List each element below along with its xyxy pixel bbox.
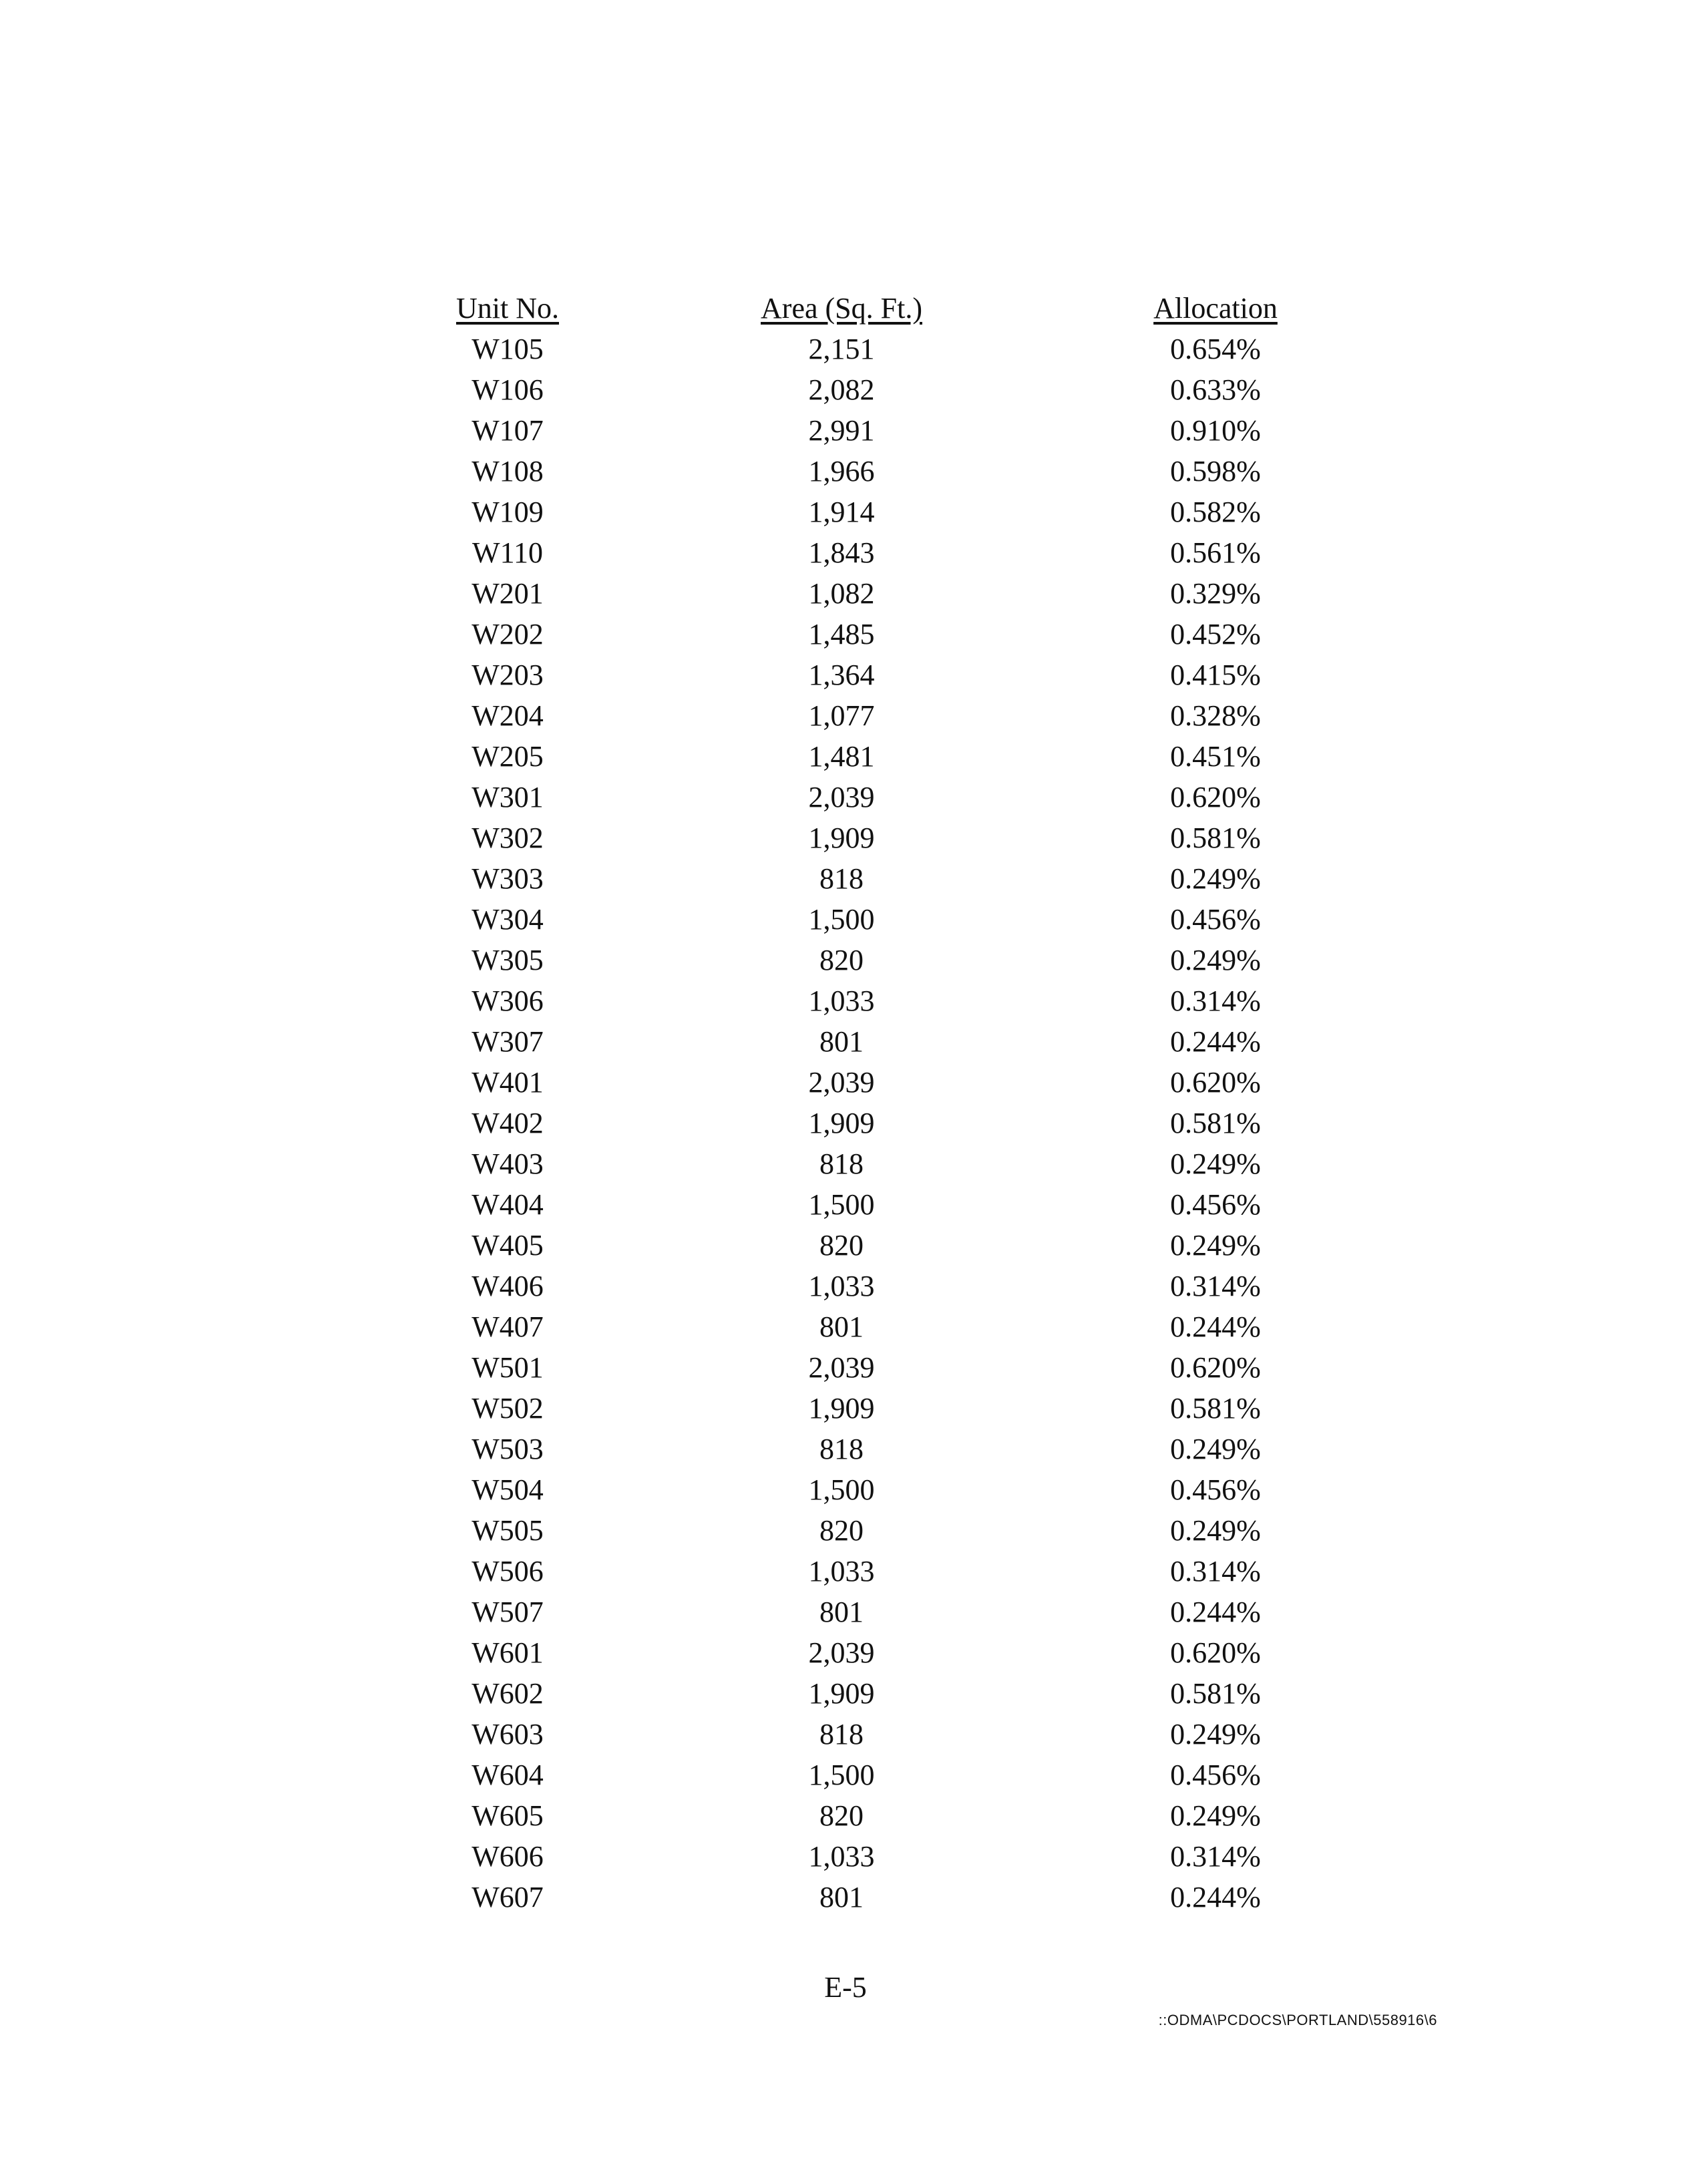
unit-no-cell: W406: [472, 1270, 544, 1302]
allocation-cell: 0.249%: [1170, 1147, 1261, 1180]
unit-no-cell: W203: [472, 659, 544, 691]
allocation-cell: 0.244%: [1170, 1596, 1261, 1628]
allocation-cell: 0.620%: [1170, 781, 1261, 813]
unit-no-cell: W110: [472, 536, 543, 569]
allocation-cell: 0.452%: [1170, 618, 1261, 651]
table-row: [374, 777, 1389, 817]
unit-no-cell: W403: [472, 1147, 544, 1180]
unit-no-cell: W109: [472, 496, 544, 528]
table-row: [374, 573, 1389, 614]
area-cell: 1,909: [808, 822, 875, 854]
table-row: [374, 1388, 1389, 1429]
unit-no-cell: W407: [472, 1310, 544, 1343]
area-cell: 1,843: [808, 536, 875, 569]
table-row: [374, 1673, 1389, 1714]
unit-no-cell: W405: [472, 1229, 544, 1262]
table-row: [374, 532, 1389, 573]
unit-no-cell: W105: [472, 333, 544, 365]
area-cell: 2,991: [808, 414, 875, 447]
area-cell: 1,914: [808, 496, 875, 528]
area-cell: 818: [819, 1718, 864, 1751]
allocation-cell: 0.456%: [1170, 1759, 1261, 1791]
unit-no-cell: W307: [472, 1025, 544, 1058]
area-cell: 1,909: [808, 1677, 875, 1710]
unit-no-cell: W402: [472, 1107, 544, 1139]
area-cell: 801: [819, 1025, 864, 1058]
table-row: [374, 1469, 1389, 1510]
table-row: [374, 1225, 1389, 1266]
table-row: [374, 817, 1389, 858]
table-row: [374, 1755, 1389, 1795]
area-cell: 1,481: [808, 740, 875, 773]
allocation-cell: 0.561%: [1170, 536, 1261, 569]
document-reference: ::ODMA\PCDOCS\PORTLAND\558916\6: [1158, 2012, 1437, 2028]
allocation-cell: 0.415%: [1170, 659, 1261, 691]
table-row: [374, 1266, 1389, 1306]
unit-no-cell: W501: [472, 1351, 544, 1384]
table-row: [374, 1021, 1389, 1062]
area-cell: 1,364: [808, 659, 875, 691]
column-header-area: Area (Sq. Ft.): [761, 291, 922, 325]
unit-no-cell: W605: [472, 1799, 544, 1832]
allocation-cell: 0.582%: [1170, 496, 1261, 528]
allocation-cell: 0.581%: [1170, 1677, 1261, 1710]
table-row: [374, 980, 1389, 1021]
allocation-cell: 0.451%: [1170, 740, 1261, 773]
allocation-cell: 0.910%: [1170, 414, 1261, 447]
unit-no-cell: W505: [472, 1514, 544, 1547]
unit-no-cell: W204: [472, 699, 544, 732]
unit-no-cell: W504: [472, 1473, 544, 1506]
allocation-cell: 0.633%: [1170, 373, 1261, 406]
unit-no-cell: W601: [472, 1636, 544, 1669]
table-row: [374, 858, 1389, 899]
area-cell: 1,966: [808, 455, 875, 488]
table-row: [374, 1836, 1389, 1877]
allocation-cell: 0.456%: [1170, 1188, 1261, 1221]
unit-no-cell: W306: [472, 984, 544, 1017]
unit-no-cell: W108: [472, 455, 544, 488]
allocation-cell: 0.244%: [1170, 1881, 1261, 1914]
area-cell: 1,500: [808, 1759, 875, 1791]
unit-no-cell: W304: [472, 903, 544, 936]
area-cell: 820: [819, 944, 864, 976]
table-row: [374, 736, 1389, 777]
allocation-cell: 0.620%: [1170, 1351, 1261, 1384]
area-cell: 2,039: [808, 1636, 875, 1669]
area-cell: 1,500: [808, 1188, 875, 1221]
allocation-cell: 0.581%: [1170, 822, 1261, 854]
table-row: [374, 1714, 1389, 1755]
allocation-cell: 0.249%: [1170, 862, 1261, 895]
area-cell: 2,039: [808, 781, 875, 813]
area-cell: 2,082: [808, 373, 875, 406]
allocation-cell: 0.314%: [1170, 984, 1261, 1017]
header-row: [374, 287, 1389, 329]
unit-no-cell: W606: [472, 1840, 544, 1873]
table-row: [374, 329, 1389, 369]
allocation-cell: 0.620%: [1170, 1636, 1261, 1669]
allocation-cell: 0.249%: [1170, 1229, 1261, 1262]
allocation-cell: 0.314%: [1170, 1840, 1261, 1873]
area-cell: 2,039: [808, 1066, 875, 1099]
unit-no-cell: W107: [472, 414, 544, 447]
unit-no-cell: W303: [472, 862, 544, 895]
area-cell: 2,151: [808, 333, 875, 365]
allocation-cell: 0.249%: [1170, 1514, 1261, 1547]
unit-no-cell: W602: [472, 1677, 544, 1710]
area-cell: 1,485: [808, 618, 875, 651]
area-cell: 801: [819, 1881, 864, 1914]
table-row: [374, 614, 1389, 655]
allocation-cell: 0.654%: [1170, 333, 1261, 365]
unit-no-cell: W604: [472, 1759, 544, 1791]
unit-no-cell: W404: [472, 1188, 544, 1221]
allocation-cell: 0.244%: [1170, 1025, 1261, 1058]
unit-no-cell: W205: [472, 740, 544, 773]
allocation-cell: 0.249%: [1170, 944, 1261, 976]
table-row: [374, 1062, 1389, 1103]
table-row: [374, 1143, 1389, 1184]
unit-no-cell: W202: [472, 618, 544, 651]
unit-allocation-table: [374, 287, 1389, 1918]
unit-no-cell: W506: [472, 1555, 544, 1588]
column-header-allocation: Allocation: [1153, 291, 1278, 325]
area-cell: 1,033: [808, 1840, 875, 1873]
allocation-cell: 0.581%: [1170, 1107, 1261, 1139]
area-cell: 1,082: [808, 577, 875, 610]
unit-no-cell: W302: [472, 822, 544, 854]
table-row: [374, 1103, 1389, 1143]
unit-no-cell: W106: [472, 373, 544, 406]
area-cell: 820: [819, 1514, 864, 1547]
allocation-cell: 0.329%: [1170, 577, 1261, 610]
table-row: [374, 695, 1389, 736]
column-header-unit-no: Unit No.: [456, 291, 559, 325]
unit-no-cell: W305: [472, 944, 544, 976]
area-cell: 2,039: [808, 1351, 875, 1384]
unit-no-cell: W502: [472, 1392, 544, 1425]
table-row: [374, 1592, 1389, 1632]
allocation-cell: 0.249%: [1170, 1718, 1261, 1751]
area-cell: 820: [819, 1229, 864, 1262]
table-row: [374, 410, 1389, 451]
allocation-cell: 0.244%: [1170, 1310, 1261, 1343]
allocation-cell: 0.314%: [1170, 1555, 1261, 1588]
table-row: [374, 1306, 1389, 1347]
area-cell: 818: [819, 1433, 864, 1465]
unit-no-cell: W507: [472, 1596, 544, 1628]
area-cell: 801: [819, 1596, 864, 1628]
table-row: [374, 1551, 1389, 1592]
allocation-cell: 0.581%: [1170, 1392, 1261, 1425]
allocation-cell: 0.249%: [1170, 1799, 1261, 1832]
allocation-cell: 0.598%: [1170, 455, 1261, 488]
area-cell: 1,033: [808, 1555, 875, 1588]
area-cell: 1,033: [808, 1270, 875, 1302]
table-row: [374, 1429, 1389, 1469]
allocation-cell: 0.456%: [1170, 903, 1261, 936]
area-cell: 1,500: [808, 903, 875, 936]
area-cell: 818: [819, 862, 864, 895]
allocation-cell: 0.314%: [1170, 1270, 1261, 1302]
table-row: [374, 1347, 1389, 1388]
table-row: [374, 1795, 1389, 1836]
area-cell: 820: [819, 1799, 864, 1832]
table-row: [374, 492, 1389, 532]
area-cell: 1,909: [808, 1392, 875, 1425]
table-row: [374, 1877, 1389, 1918]
table-row: [374, 451, 1389, 492]
area-cell: 1,033: [808, 984, 875, 1017]
allocation-cell: 0.620%: [1170, 1066, 1261, 1099]
unit-no-cell: W301: [472, 781, 544, 813]
table-row: [374, 940, 1389, 980]
unit-no-cell: W607: [472, 1881, 544, 1914]
table-header: [374, 287, 1389, 329]
unit-no-cell: W401: [472, 1066, 544, 1099]
page-number: E-5: [824, 1971, 867, 2004]
table-body: [374, 329, 1389, 1918]
area-cell: 818: [819, 1147, 864, 1180]
allocation-cell: 0.456%: [1170, 1473, 1261, 1506]
unit-no-cell: W201: [472, 577, 544, 610]
unit-no-cell: W503: [472, 1433, 544, 1465]
unit-no-cell: W603: [472, 1718, 544, 1751]
allocation-cell: 0.328%: [1170, 699, 1261, 732]
table-row: [374, 1184, 1389, 1225]
area-cell: 1,077: [808, 699, 875, 732]
area-cell: 1,909: [808, 1107, 875, 1139]
area-cell: 801: [819, 1310, 864, 1343]
table-row: [374, 655, 1389, 695]
area-cell: 1,500: [808, 1473, 875, 1506]
table-row: [374, 1510, 1389, 1551]
table-row: [374, 369, 1389, 410]
table-row: [374, 899, 1389, 940]
allocation-cell: 0.249%: [1170, 1433, 1261, 1465]
table-row: [374, 1632, 1389, 1673]
